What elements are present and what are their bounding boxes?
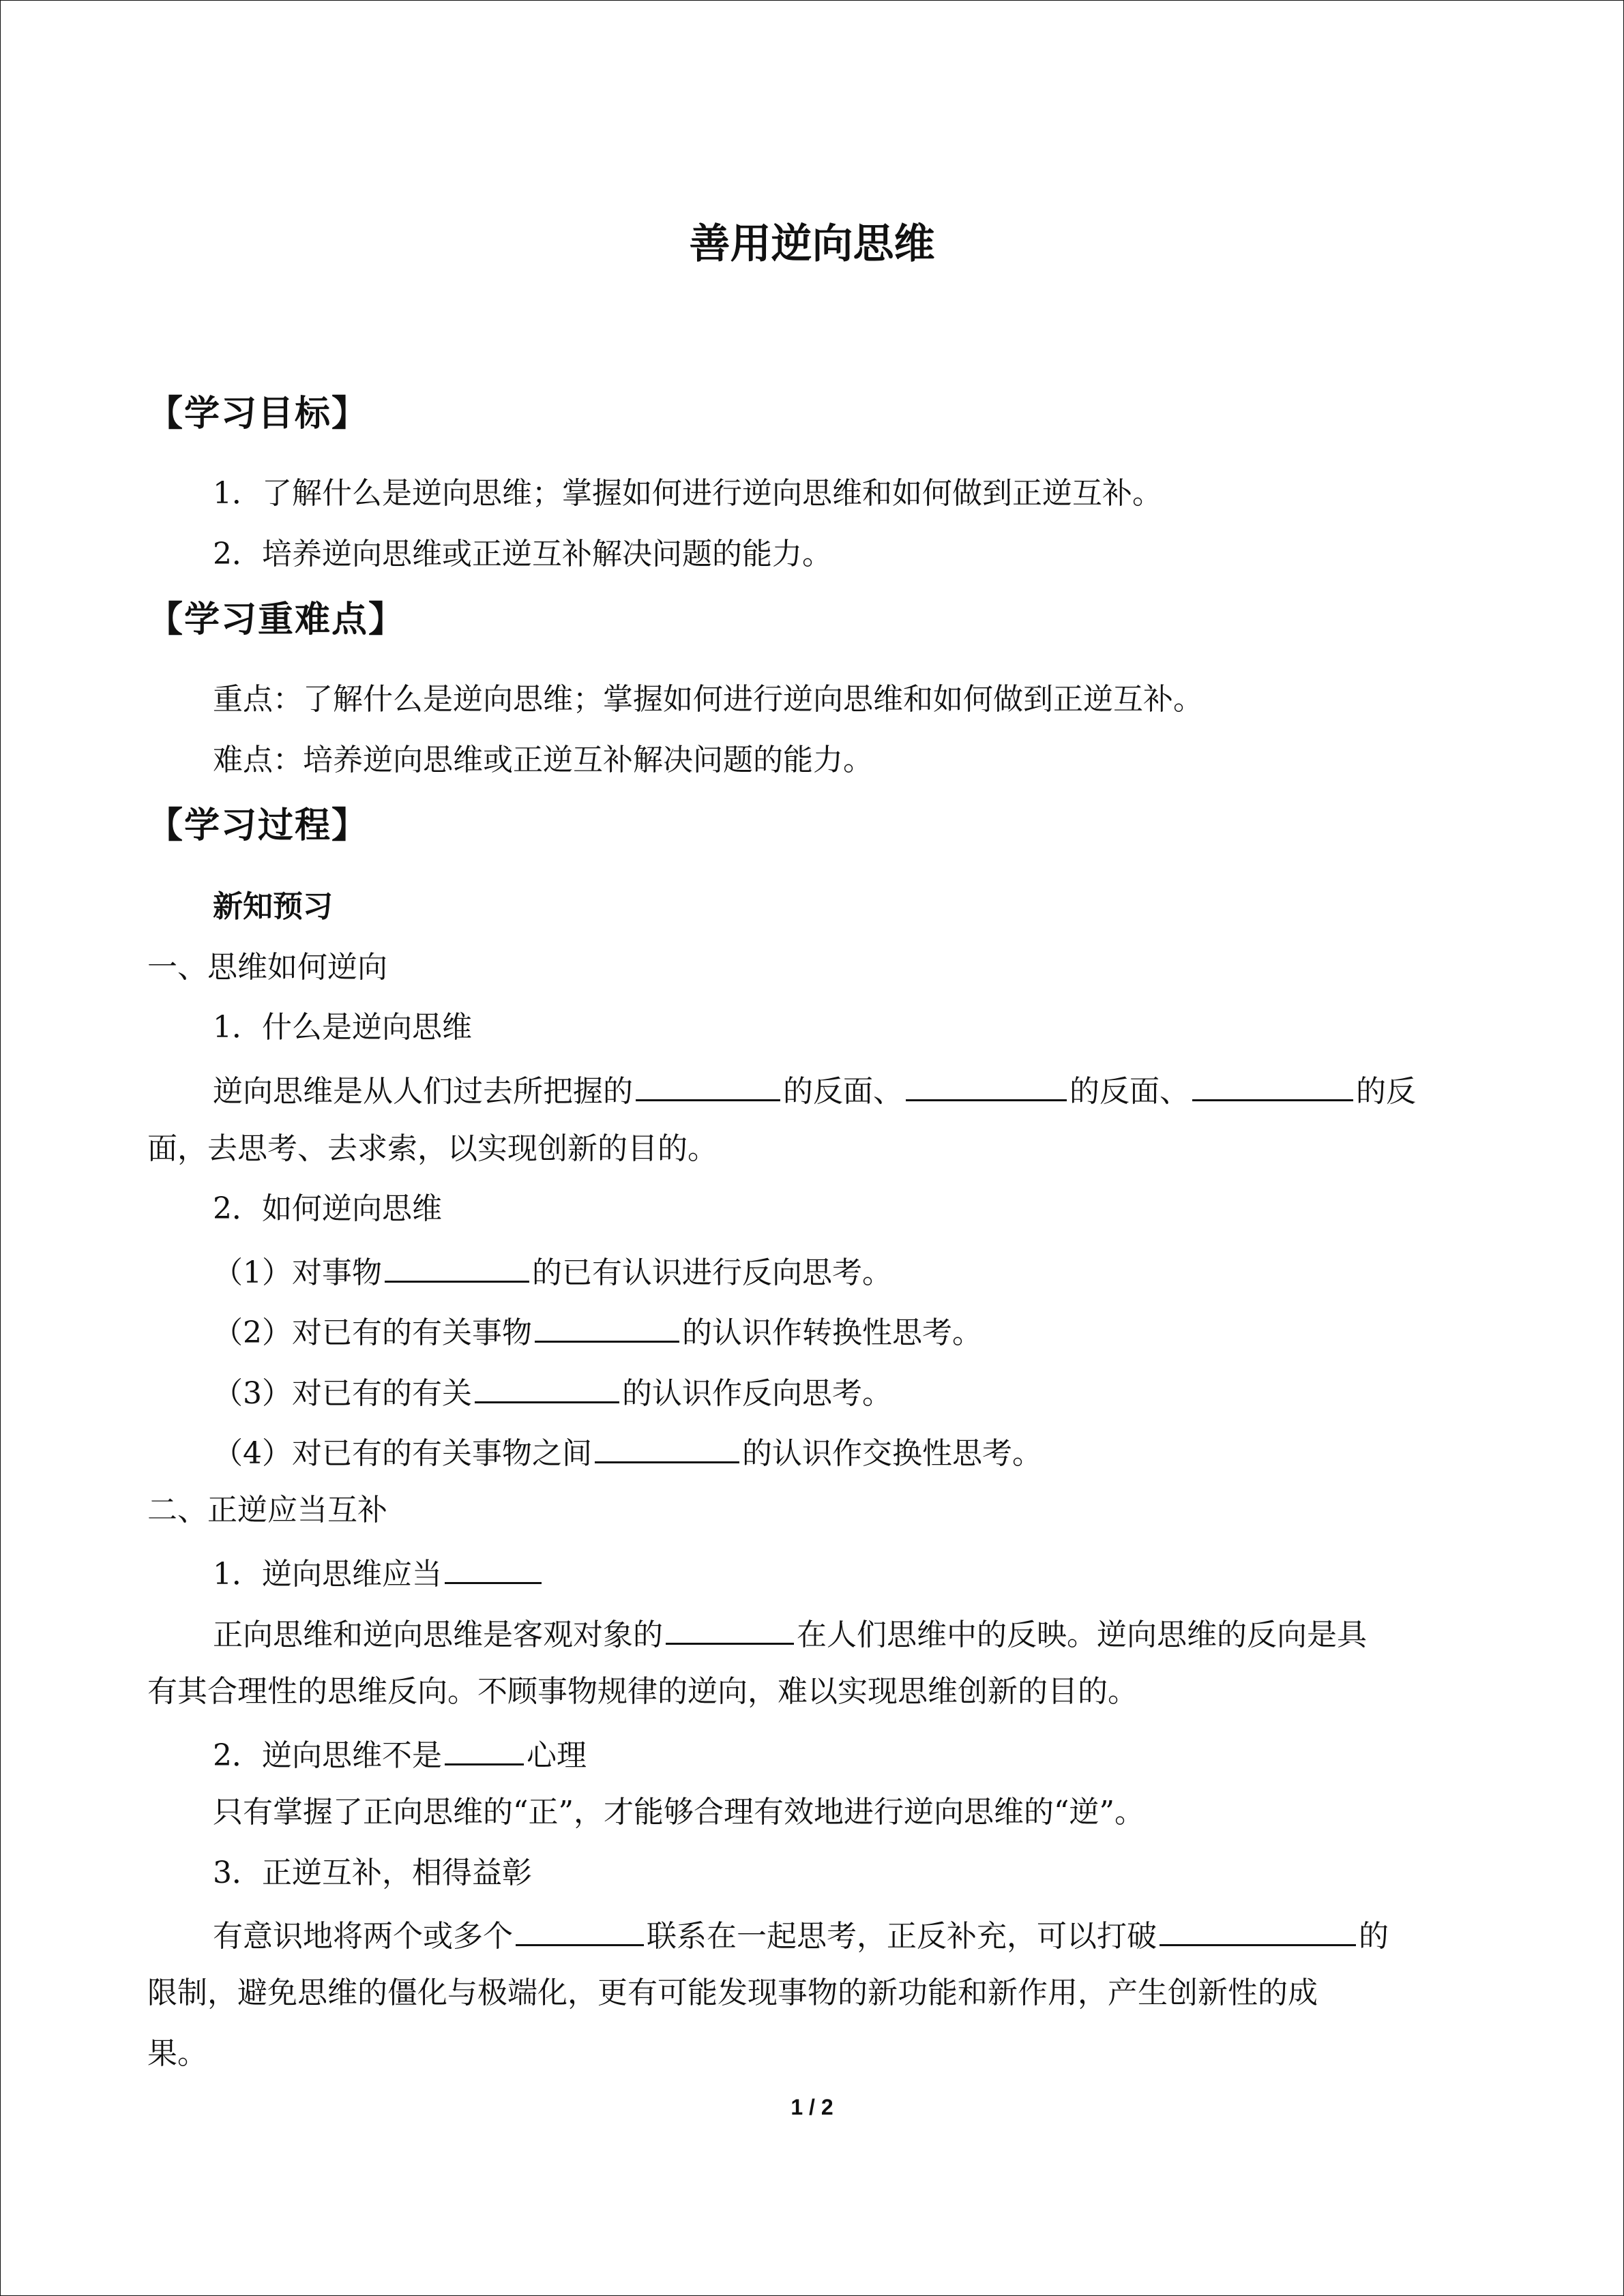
p1-text-d: 的反 <box>1356 1074 1416 1109</box>
q1-text-c: 有其合理性的思维反向。不顾事物规律的逆向，难以实现思维创新的目的。 <box>147 1674 1138 1709</box>
p1-paragraph-line1 <box>213 1068 1416 1112</box>
p2-item1-text-b: 的已有认识进行反向思考。 <box>532 1255 892 1290</box>
fill-blank-4[interactable] <box>385 1249 529 1283</box>
p1-title: 1．什么是逆向思维 <box>213 1010 472 1045</box>
fill-blank-5[interactable] <box>535 1309 679 1343</box>
q2-title-a: 2．逆向思维不是 <box>213 1738 442 1773</box>
key-point-item: 重点：了解什么是逆向思维；掌握如何进行逆向思维和如何做到正逆互补。 <box>213 682 1203 717</box>
q1-paragraph-line1 <box>213 1611 1367 1656</box>
p2-item-4 <box>213 1430 1042 1474</box>
p2-item-2 <box>213 1309 982 1354</box>
p1-text-b: 的反面、 <box>783 1074 903 1109</box>
fill-blank-8[interactable] <box>445 1551 542 1584</box>
q3-text-b: 联系在一起思考，正反补充，可以打破 <box>647 1919 1157 1954</box>
objective-item-1: 1．了解什么是逆向思维；掌握如何进行逆向思维和如何做到正逆互补。 <box>213 476 1162 511</box>
p2-item-1 <box>213 1249 892 1294</box>
p2-item2-text-b: 的认识作转换性思考。 <box>682 1315 982 1350</box>
p2-item1-text-a: （1）对事物 <box>213 1255 382 1290</box>
q2-title-b: 心理 <box>527 1738 587 1773</box>
fill-blank-11[interactable] <box>516 1913 644 1946</box>
p1-text-a: 逆向思维是从人们过去所把握的 <box>213 1074 633 1109</box>
fill-blank-2[interactable] <box>906 1068 1067 1101</box>
part2-title: 二、正逆应当互补 <box>147 1493 387 1527</box>
q3-paragraph-line1 <box>213 1913 1389 1957</box>
fill-blank-3[interactable] <box>1192 1068 1353 1101</box>
fill-blank-7[interactable] <box>595 1430 739 1463</box>
q2-title-line <box>213 1732 587 1776</box>
p2-item4-text-a: （4）对已有的有关事物之间 <box>213 1436 592 1471</box>
p1-text-c: 的反面、 <box>1069 1074 1190 1109</box>
q3-title: 3．正逆互补，相得益彰 <box>213 1855 532 1890</box>
p2-item2-text-a: （2）对已有的有关事物 <box>213 1315 532 1350</box>
page-title: 善用逆向思维 <box>689 220 935 268</box>
objective-item-2: 2．培养逆向思维或正逆互补解决问题的能力。 <box>213 537 832 571</box>
q1-text-b: 在人们思维中的反映。逆向思维的反向是具 <box>797 1617 1367 1652</box>
p2-item4-text-b: 的认识作交换性思考。 <box>742 1436 1042 1471</box>
fill-blank-1[interactable] <box>636 1068 780 1101</box>
p1-text-e: 面，去思考、去求索，以实现创新的目的。 <box>147 1131 718 1166</box>
p2-item3-text-a: （3）对已有的有关 <box>213 1376 472 1411</box>
q3-text-c: 的 <box>1359 1919 1389 1954</box>
p2-item-3 <box>213 1370 892 1414</box>
fill-blank-12[interactable] <box>1160 1913 1356 1946</box>
fill-blank-10[interactable] <box>445 1732 524 1765</box>
q1-title-line <box>213 1551 544 1595</box>
page-number: 1 / 2 <box>791 2095 833 2119</box>
fill-blank-9[interactable] <box>666 1611 794 1645</box>
section-heading-process: 【学习过程】 <box>147 805 369 846</box>
q2-text: 只有掌握了正向思维的“正”，才能够合理有效地进行逆向思维的“逆”。 <box>213 1795 1145 1830</box>
difficulty-item: 难点：培养逆向思维或正逆互补解决问题的能力。 <box>213 743 873 777</box>
section-heading-key-points: 【学习重难点】 <box>147 599 406 640</box>
p2-item3-text-b: 的认识作反向思考。 <box>622 1376 892 1411</box>
q3-text-a: 有意识地将两个或多个 <box>213 1919 513 1954</box>
part1-title: 一、思维如何逆向 <box>147 950 387 985</box>
fill-blank-6[interactable] <box>475 1370 619 1403</box>
q1-text-a: 正向思维和逆向思维是客观对象的 <box>213 1617 663 1652</box>
section-heading-objectives: 【学习目标】 <box>147 393 369 434</box>
q3-text-d: 限制，避免思维的僵化与极端化，更有可能发现事物的新功能和新作用，产生创新性的成 <box>147 1976 1318 2010</box>
q3-text-e: 果。 <box>147 2036 207 2071</box>
subheading-preview: 新知预习 <box>213 889 333 924</box>
p2-title: 2．如何逆向思维 <box>213 1191 442 1226</box>
q1-title: 1．逆向思维应当 <box>213 1557 442 1592</box>
